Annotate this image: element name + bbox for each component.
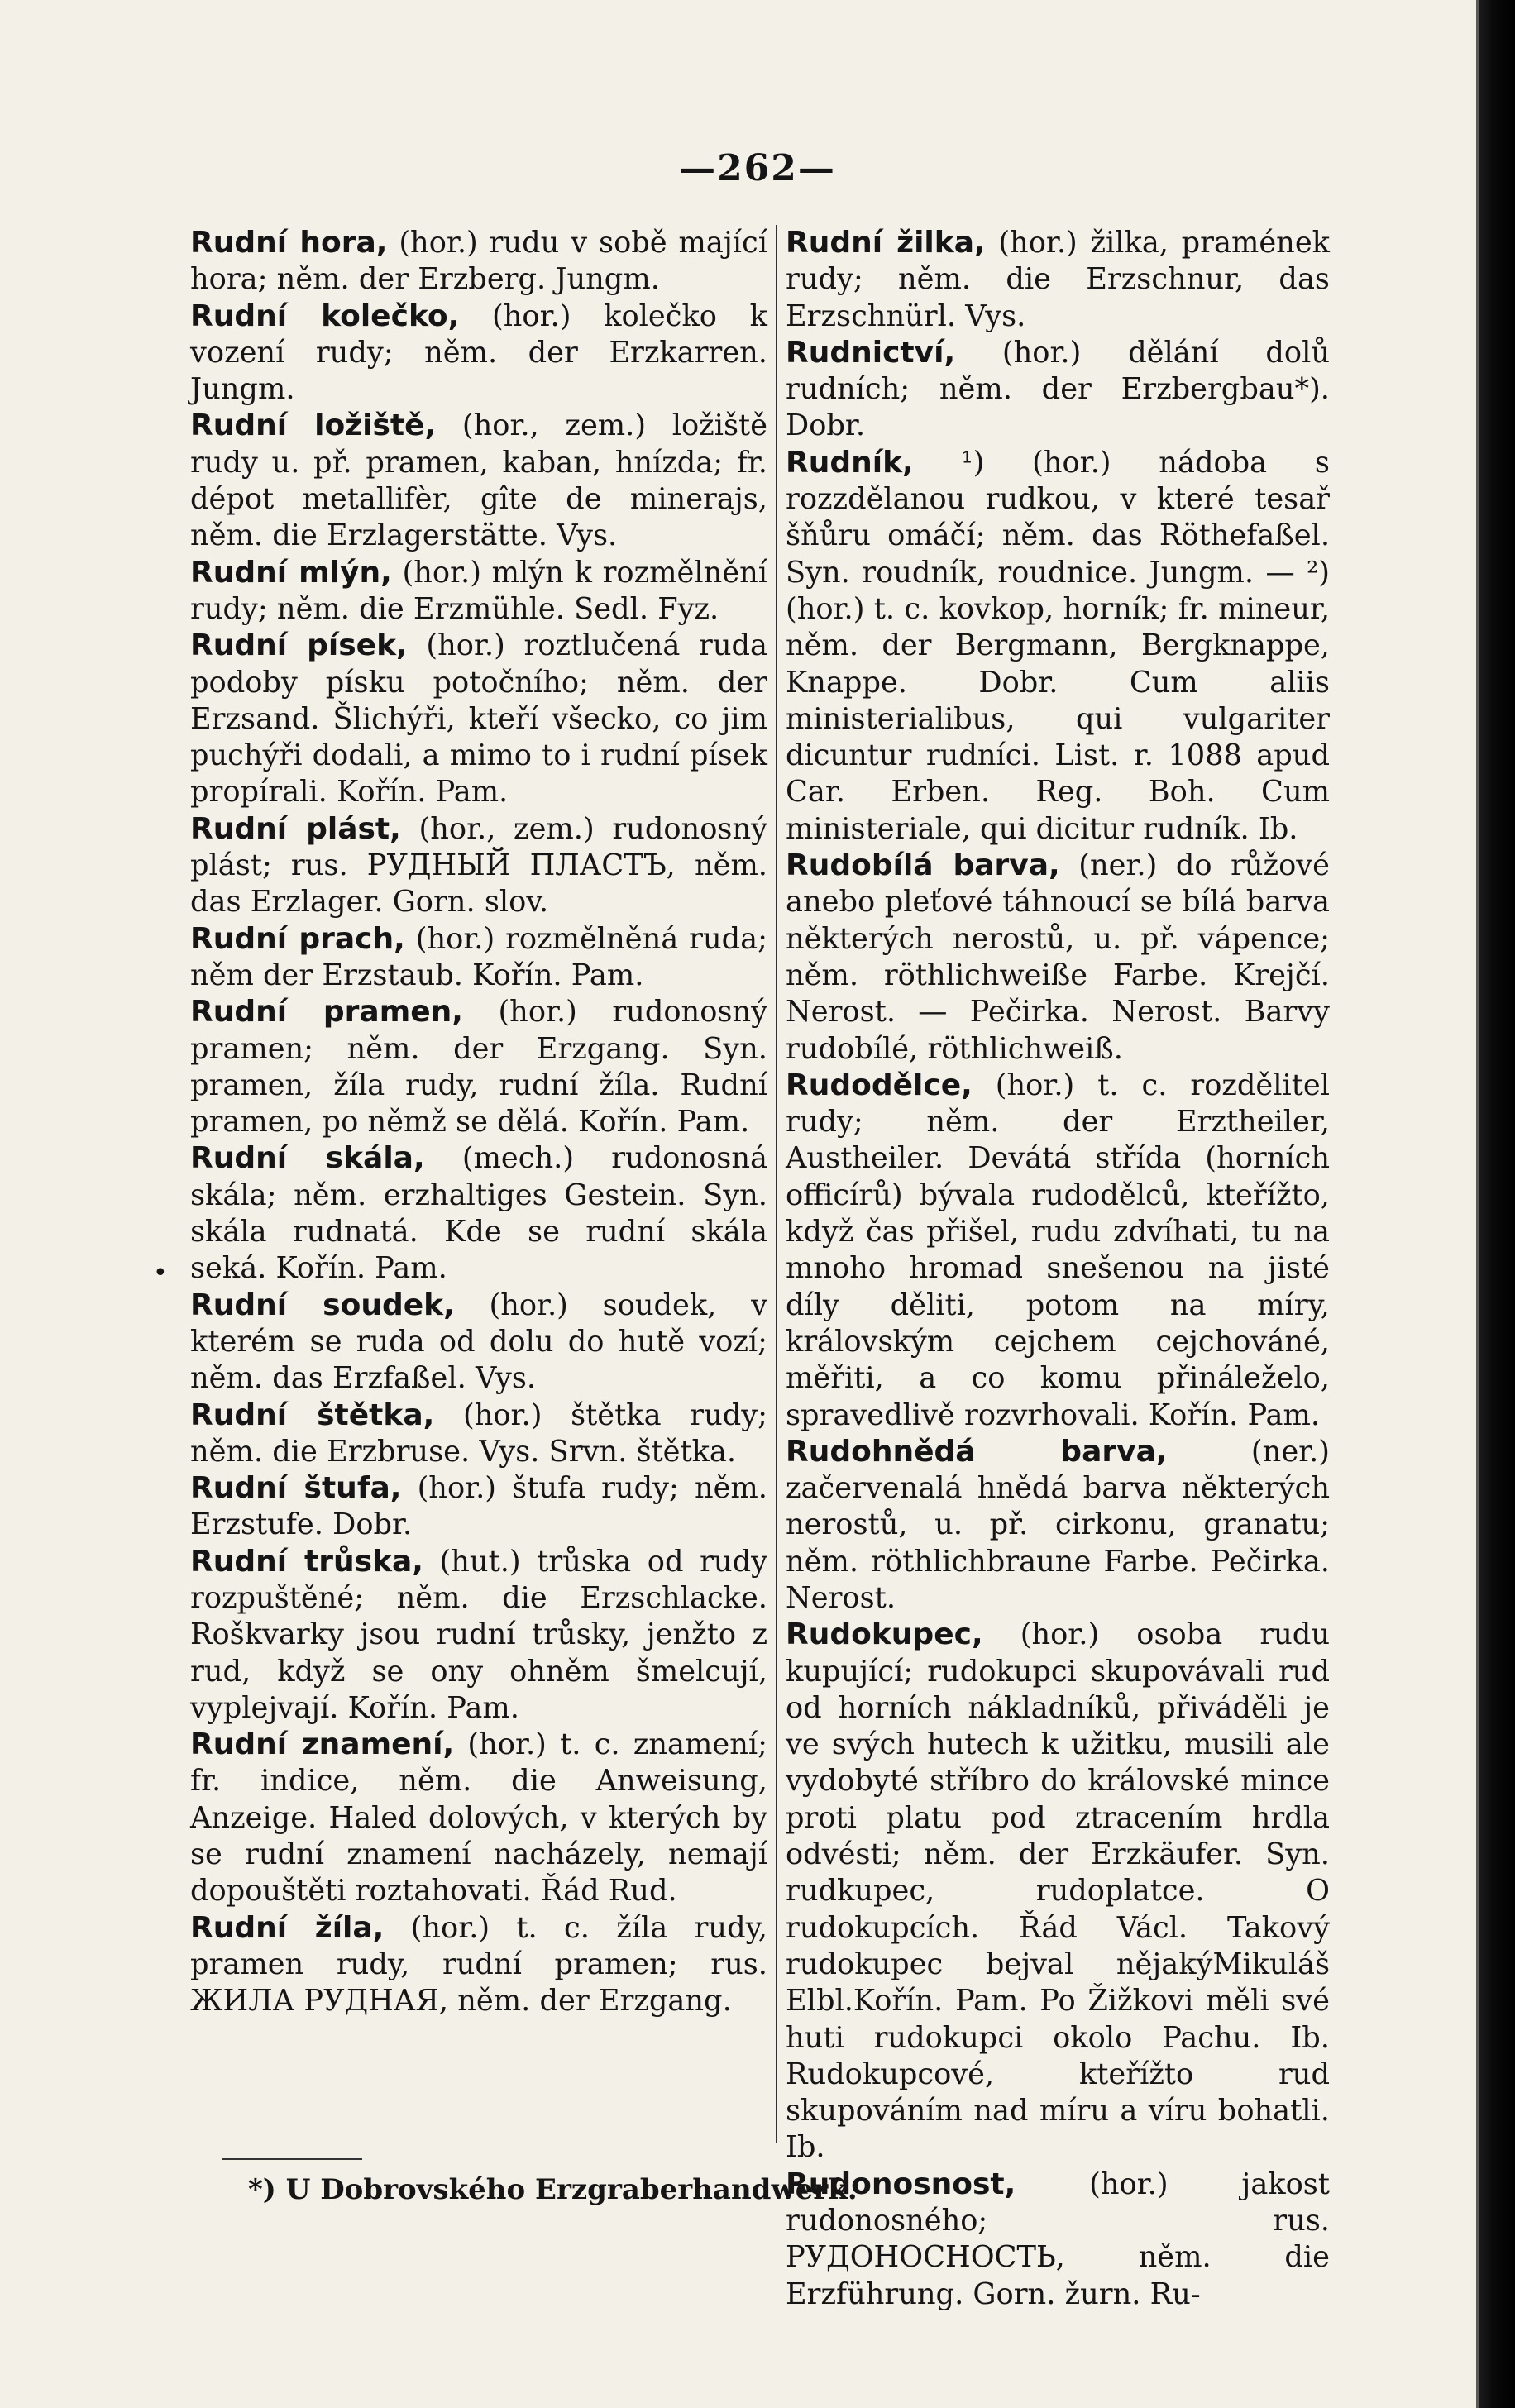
- dictionary-entry: [190, 1398, 767, 1471]
- dictionary-entry: [786, 335, 1330, 445]
- entry-definition: ¹) (hor.) nádoba s rozzdělanou rudkou, v které tesař šňůru omáčí; něm. das Röthefaßel. Syn. roudník, roudnice. Jungm. — ²) (hor.) t. c. kovkop, horník; fr. mineur, něm. der Bergmann, Bergknappe, Knappe. Dobr. Cum aliis ministerialibus, qui vulgariter dicuntur rudníci. List. r. 1088 apud Car. Erben. Reg. Boh. Cum ministeriale, qui dicitur rudník. Ib.: [786, 445, 1330, 846]
- dictionary-entry: [190, 811, 767, 921]
- entry-headword: Rudní štětka,: [190, 1398, 435, 1432]
- margin-mark: •: [153, 1259, 168, 1288]
- dictionary-entry: [190, 994, 767, 1140]
- entry-definition: (hor.) jakost rudonosného; rus. РУДОНОСНОСТЬ, něm. die Erzführung. Gorn. žurn. Ru-: [786, 2167, 1330, 2311]
- entry-definition: (hor.) rozmělněná ruda; něm der Erzstaub. Kořín. Pam.: [190, 921, 767, 992]
- dictionary-entry: [786, 225, 1330, 335]
- dictionary-entry: [190, 1727, 767, 1909]
- dictionary-entry: [786, 1434, 1330, 1617]
- column-divider: [776, 225, 777, 2143]
- entry-headword: Rudní ložiště,: [190, 408, 437, 443]
- page-number: —262—: [679, 147, 836, 189]
- entry-headword: Rudodělce,: [786, 1068, 973, 1102]
- entry-headword: Rudní žilka,: [786, 226, 986, 260]
- dictionary-entry: [786, 1068, 1330, 1434]
- footnote-rule: [222, 2158, 362, 2160]
- entry-headword: Rudní žíla,: [190, 1910, 385, 1945]
- dictionary-entry: [190, 299, 767, 408]
- entry-definition: (hor.) osoba rudu kupující; rudokupci skupovávali rud od horních nákladníků, přiváděli je ve svých hutech k užitku, musili ale vydobyté stříbro do královské mince proti platu pod ztracením hrdla odvésti; něm. der Erzkäufer. Syn. rudkupec, rudoplatce. O rudokupcích. Řád Václ. Takový rudokupec bejval nějakýMikuláš Elbl.Kořín. Pam. Po Žižkovi měli své huti rudokupci okolo Pachu. Ib. Rudokupcové, kteřížto rud skupováním nad míru a víru bohatli. Ib.: [786, 1617, 1330, 2165]
- entry-definition: (ner.) začervenalá hnědá barva některých nerostů, u. př. cirkonu, granatu; něm. röthlichbraune Farbe. Pečirka. Nerost.: [786, 1434, 1331, 1615]
- dictionary-entry: [190, 1544, 767, 1727]
- entry-definition: (hor.) roztlučená ruda podoby písku potočního; něm. der Erzsand. Šlichýři, kteří všecko, co jim puchýři dodali, a mimo to i rudní písek propírali. Kořín. Pam.: [190, 628, 767, 810]
- entry-headword: Rudokupec,: [786, 1617, 983, 1652]
- entry-headword: Rudnictví,: [786, 335, 956, 370]
- entry-definition: (hor.) dělání dolů rudních; něm. der Erzbergbau*). Dobr.: [786, 335, 1330, 443]
- entry-definition: (hor.) rudu v sobě mající hora; něm. der Erzberg. Jungm.: [190, 226, 767, 297]
- entry-headword: Rudohnědá barva,: [786, 1434, 1168, 1469]
- dictionary-entry: [190, 555, 767, 628]
- dictionary-entry: [786, 2167, 1330, 2313]
- entry-definition: (hor., zem.) ložiště rudy u. př. pramen, kaban, hnízda; fr. dépot metallifèr, gîte de minerajs, něm. die Erzlagerstätte. Vys.: [190, 408, 767, 553]
- entry-headword: Rudní soudek,: [190, 1288, 455, 1322]
- entry-headword: Rudní mlýn,: [190, 555, 392, 590]
- dictionary-entry: [190, 628, 767, 810]
- entry-definition: (hor.) žilka, pramének rudy; něm. die Erzschnur, das Erzschnürl. Vys.: [786, 226, 1330, 333]
- entry-headword: Rudní prach,: [190, 921, 405, 956]
- dictionary-entry: [190, 1140, 767, 1287]
- entry-headword: Rudobílá barva,: [786, 848, 1060, 883]
- entry-headword: Rudní pramen,: [190, 995, 463, 1030]
- entry-definition: (ner.) do růžové anebo pleťové táhnoucí se bílá barva některých nerostů, u. př. vápence; něm. röthlichweiße Farbe. Krejčí. Nerost. — Pečirka. Nerost. Barvy rudobílé, röthlichweiß.: [786, 848, 1330, 1066]
- dictionary-entry: [190, 921, 767, 995]
- entry-definition: (hor.) mlýn k rozmělnění rudy; něm. die Erzmühle. Sedl. Fyz.: [190, 555, 768, 626]
- entry-headword: Rudní plást,: [190, 811, 401, 846]
- dictionary-entry: [786, 848, 1330, 1068]
- entry-definition: (mech.) rudonosná skála; něm. erzhaltiges Gestein. Syn. skála rudnatá. Kde se rudní skála seká. Kořín. Pam.: [190, 1141, 767, 1286]
- entry-headword: Rudní písek,: [190, 628, 408, 663]
- entry-headword: Rudní kolečko,: [190, 299, 460, 333]
- dictionary-entry: [190, 1288, 767, 1398]
- entry-headword: Rudonosnost,: [786, 2167, 1016, 2201]
- dictionary-entry: [786, 1617, 1330, 2166]
- left-column: [190, 225, 767, 2020]
- entry-headword: Rudní trůska,: [190, 1544, 423, 1579]
- dictionary-entry: [190, 1910, 767, 2020]
- entry-definition: (hor.) štufa rudy; něm. Erzstufe. Dobr.: [190, 1471, 767, 1542]
- dictionary-entry: [190, 1470, 767, 1544]
- entry-headword: Rudní štufa,: [190, 1471, 402, 1506]
- scan-dark-border: [1479, 0, 1515, 2408]
- entry-headword: Rudník,: [786, 445, 914, 480]
- entry-definition: (hor.) t. c. rozdělitel rudy; něm. der Erztheiler, Austheiler. Devátá střída (horních officírů) bývala rudodělců, kteřížto, když čas přišel, rudu zdvíhati, tu na mnoho hromad snešenou na jisté díly děliti, potom na míry, královským cejchem cejchováné, měřiti, a co komu přináleželo, spravedlivě rozvrhovali. Kořín. Pam.: [786, 1068, 1330, 1432]
- entry-definition: (hor.) soudek, v kterém se ruda od dolu do hutě vozí; něm. das Erzfaßel. Vys.: [190, 1288, 767, 1396]
- footnote: *) U Dobrovského Erzgraberhandwerk.: [248, 2173, 858, 2206]
- entry-headword: Rudní znamení,: [190, 1727, 455, 1762]
- right-column: [786, 225, 1330, 2313]
- entry-definition: (hor.) rudonosný pramen; něm. der Erzgang. Syn. pramen, žíla rudy, rudní žíla. Rudní pramen, po němž se dělá. Kořín. Pam.: [190, 995, 768, 1140]
- entry-definition: (hor.) t. c. žíla rudy, pramen rudy, rudní pramen; rus. ЖИЛА РУДНАЯ, něm. der Erzgang.: [190, 1910, 767, 2019]
- entry-headword: Rudní skála,: [190, 1141, 425, 1176]
- dictionary-entry: [190, 225, 767, 299]
- entry-definition: (hut.) trůska od rudy rozpuštěné; něm. die Erzschlacke. Roškvarky jsou rudní trůsky, jenžto z rud, když se ony ohněm šmelcují, vyplejvají. Kořín. Pam.: [190, 1544, 767, 1725]
- entry-definition: (hor., zem.) rudonosný plást; rus. РУДНЫЙ ПЛАСТЪ, něm. das Erzlager. Gorn. slov.: [190, 811, 768, 920]
- entry-definition: (hor.) t. c. znamení; fr. indice, něm. die Anweisung, Anzeige. Haled dolových, v kterých by se rudní znamení nacházely, nemají dopouštěti roztahovati. Řád Rud.: [190, 1727, 767, 1909]
- dictionary-entry: [190, 408, 767, 554]
- entry-definition: (hor.) štětka rudy; něm. die Erzbruse. Vys. Srvn. štětka.: [190, 1398, 767, 1469]
- dictionary-entry: [786, 445, 1330, 848]
- entry-headword: Rudní hora,: [190, 226, 388, 260]
- entry-definition: (hor.) kolečko k vození rudy; něm. der Erzkarren. Jungm.: [190, 299, 767, 407]
